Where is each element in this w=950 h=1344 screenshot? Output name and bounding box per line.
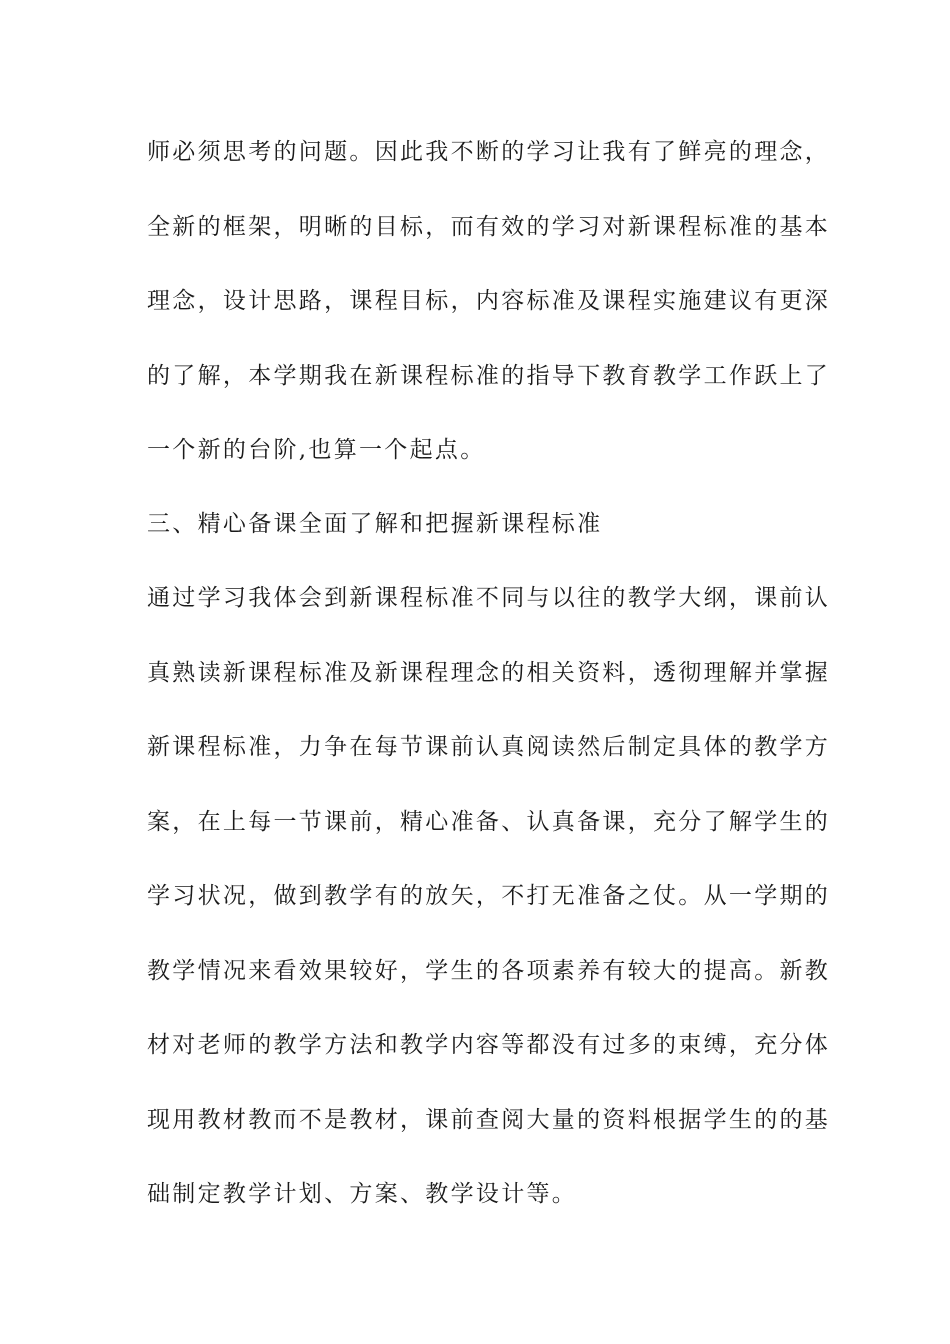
paragraph-1 (147, 115, 831, 488)
paragraph-line: 新课程标准，力争在每节课前认真阅读然后制定具体的教学方 (147, 734, 831, 760)
paragraph-line: 一个新的台阶,也算一个起点。 (147, 437, 486, 463)
section-heading-3 (147, 487, 812, 562)
paragraph-line: 学习状况，做到教学有的放矢，不打无准备之仗。从一学期的 (147, 883, 831, 909)
section-heading-text: 三、精心备课全面了解和把握新课程标准 (147, 511, 603, 537)
paragraph-2 (147, 561, 831, 1232)
paragraph-line: 全新的框架，明晰的目标，而有效的学习对新课程标准的基本 (147, 213, 831, 240)
paragraph-line: 师必须思考的问题。因此我不断的学习让我有了鲜亮的理念， (147, 139, 831, 165)
paragraph-line: 础制定教学计划、方案、教学设计等。 (147, 1181, 578, 1207)
paragraph-line: 材对老师的教学方法和教学内容等都没有过多的束缚，充分体 (147, 1032, 831, 1058)
paragraph-line: 教学情况来看效果较好，学生的各项素养有较大的提高。新教 (147, 957, 831, 984)
paragraph-line: 理念，设计思路，课程目标，内容标准及课程实施建议有更深 (147, 288, 831, 314)
paragraph-line: 现用教材教而不是教材，课前查阅大量的资料根据学生的的基 (147, 1106, 831, 1133)
paragraph-line: 通过学习我体会到新课程标准不同与以往的教学大纲，课前认 (147, 585, 831, 611)
paragraph-line: 真熟读新课程标准及新课程理念的相关资料，透彻理解并掌握 (147, 659, 831, 686)
paragraph-line: 案，在上每一节课前，精心准备、认真备课，充分了解学生的 (147, 808, 831, 835)
paragraph-line: 的了解，本学期我在新课程标准的指导下教育教学工作跃上了 (147, 362, 831, 389)
